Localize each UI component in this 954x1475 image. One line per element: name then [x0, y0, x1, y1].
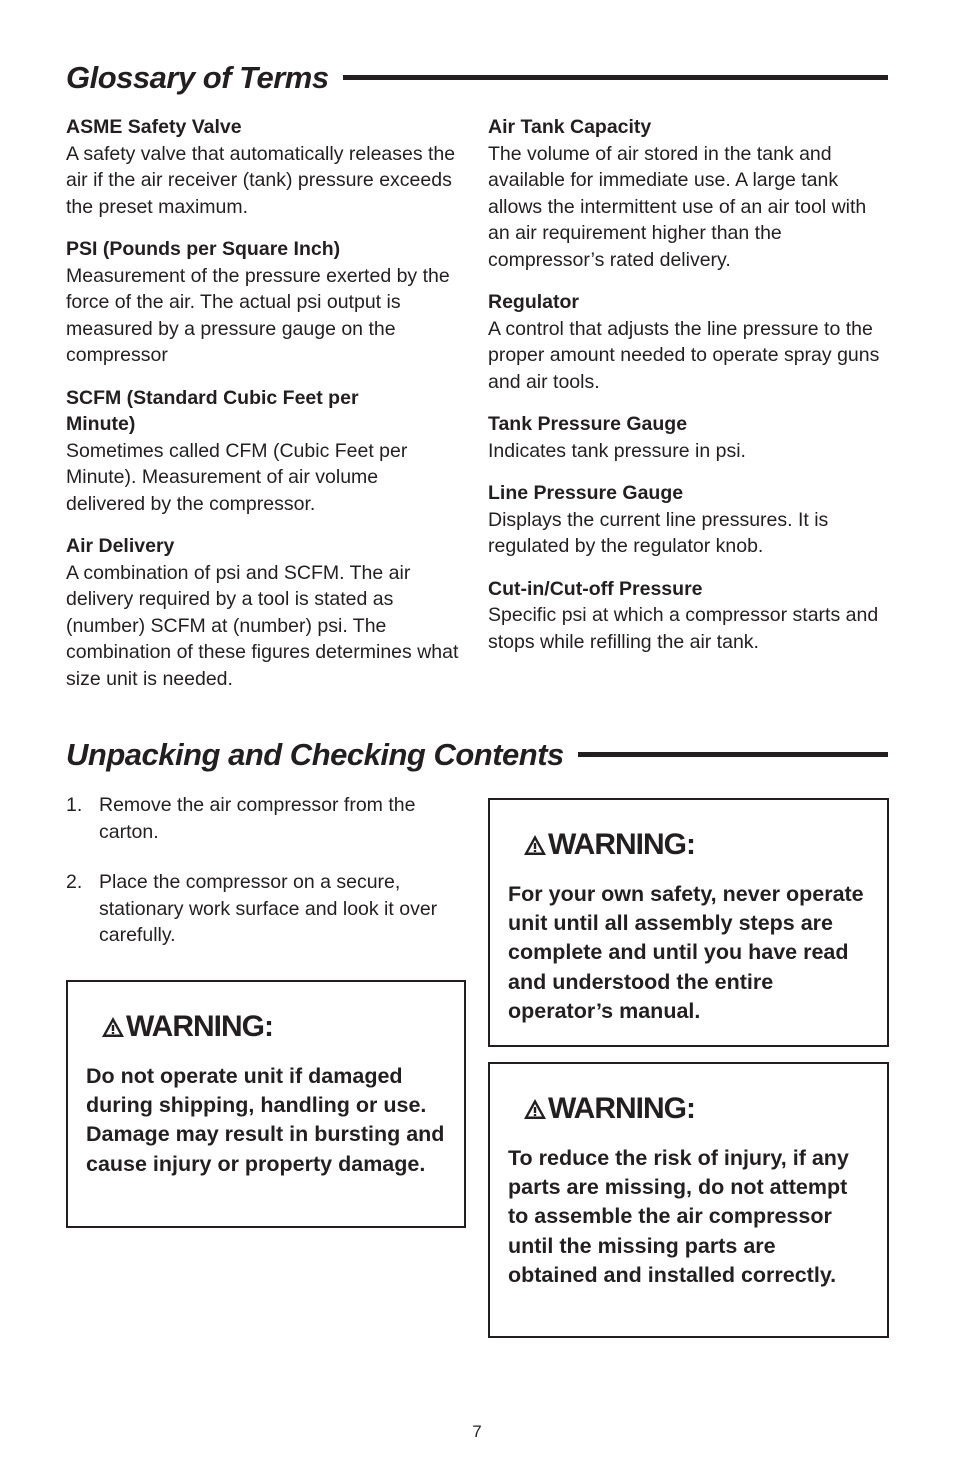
unpacking-title: Unpacking and Checking Contents	[66, 737, 564, 772]
term-name: Cut-in/Cut-off Pressure	[488, 577, 703, 600]
warning-text: To reduce the risk of injury, if any parts are missing, do not attempt to assemble the air compressor until the missing parts are obtained and installed correctly.	[508, 1146, 849, 1287]
term-definition: Specific psi at which a compressor starts and stops while refilling the air tank.	[488, 604, 879, 653]
glossary-entry	[488, 576, 888, 656]
warning-triangle-icon	[523, 1098, 547, 1120]
glossary-entry	[488, 411, 888, 464]
glossary-entry	[66, 236, 466, 369]
term-name: Air Delivery	[66, 535, 175, 557]
step-text: Place the compressor on a secure, stationary work surface and look it over carefully.	[99, 871, 438, 946]
term-name: ASME Safety Valve	[66, 116, 242, 138]
term-definition: A combination of psi and SCFM. The air delivery required by a tool is stated as (number) SCFM at (number) psi. The combination of these figures determines what size unit is needed.	[66, 561, 459, 690]
glossary-entry	[66, 385, 466, 518]
warning-label: WARNING:	[126, 1010, 273, 1043]
glossary-entry	[488, 289, 888, 395]
glossary-entry	[488, 114, 888, 273]
term-name: Line Pressure Gauge	[488, 482, 684, 504]
warning-box-missing-parts	[488, 1062, 889, 1338]
term-definition: A safety valve that automatically releases the air if the air receiver (tank) pressure exceeds the preset maximum.	[66, 142, 456, 218]
glossary-title: Glossary of Terms	[66, 60, 329, 95]
warning-triangle-icon	[523, 834, 547, 856]
glossary-left-column	[66, 114, 466, 708]
warning-box-safety	[488, 798, 889, 1047]
warning-triangle-icon	[101, 1016, 125, 1038]
warning-label: WARNING:	[548, 828, 695, 861]
term-definition: A control that adjusts the line pressure to the proper amount needed to operate spray guns and air tools.	[488, 317, 880, 393]
term-definition: Displays the current line pressures. It is regulated by the regulator knob.	[488, 508, 829, 557]
unpacking-header	[66, 739, 888, 770]
unpacking-steps	[66, 792, 466, 973]
warning-text: Do not operate unit if damaged during shipping, handling or use. Damage may result in bursting and cause injury or property damage.	[86, 1064, 445, 1176]
term-name: Regulator	[488, 291, 580, 313]
step-number: 2.	[66, 871, 83, 893]
header-rule	[578, 752, 888, 757]
warning-title	[523, 1094, 869, 1124]
warning-text: For your own safety, never operate unit until all assembly steps are complete and until you have read and understood the entire operator’s manual.	[508, 882, 864, 1023]
term-definition: Indicates tank pressure in psi.	[488, 439, 746, 462]
term-name: SCFM (Standard Cubic Feet per Minute)	[66, 386, 359, 435]
term-name: PSI (Pounds per Square Inch)	[66, 238, 341, 260]
glossary-entry	[66, 114, 466, 220]
term-definition: The volume of air stored in the tank and available for immediate use. A large tank allows the intermittent use of an air tool with an air requirement higher than the compressor’s rated delivery.	[488, 142, 867, 271]
warning-title	[101, 1012, 446, 1042]
warning-label: WARNING:	[548, 1092, 695, 1125]
warning-title	[523, 830, 869, 860]
term-name: Tank Pressure Gauge	[488, 413, 688, 435]
step-item	[66, 869, 466, 949]
warning-box-damage	[66, 980, 466, 1228]
term-name: Air Tank Capacity	[488, 116, 652, 138]
glossary-header	[66, 62, 888, 93]
term-definition: Sometimes called CFM (Cubic Feet per Minute). Measurement of air volume delivered by the compressor.	[66, 439, 408, 515]
step-text: Remove the air compressor from the carton.	[99, 794, 416, 843]
header-rule	[343, 75, 888, 80]
step-item	[66, 792, 466, 845]
glossary-entry	[488, 480, 888, 560]
page-number: 7	[472, 1422, 482, 1441]
step-number: 1.	[66, 794, 83, 816]
glossary-entry	[66, 533, 466, 692]
glossary-right-column	[488, 114, 888, 671]
term-definition: Measurement of the pressure exerted by the force of the air. The actual psi output is measured by a pressure gauge on the compressor	[66, 264, 450, 366]
